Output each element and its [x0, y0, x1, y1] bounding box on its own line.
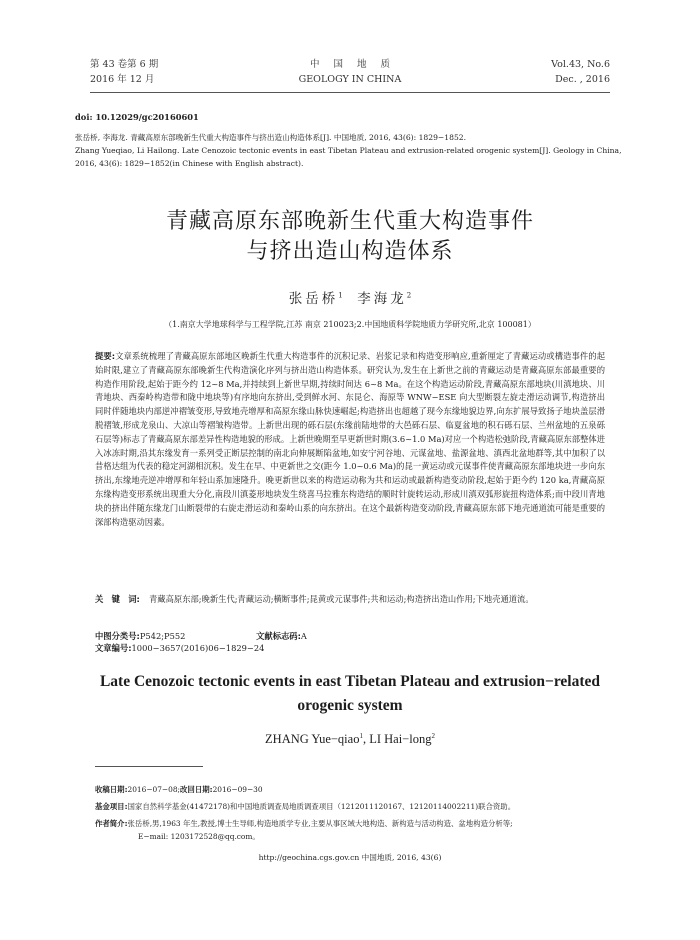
author-1-affil-mark: 1	[338, 291, 343, 300]
document-code	[256, 630, 341, 642]
clc-label: 中图分类号:	[95, 631, 140, 641]
abstract-label: 提要:	[95, 351, 116, 361]
doi[interactable]: doi: 10.12029/gc20160601	[75, 112, 199, 122]
classification-line	[95, 630, 605, 654]
citation	[75, 131, 625, 170]
clc-value: P542;P552	[139, 631, 186, 641]
author-2-en: LI Hai−long	[369, 732, 432, 747]
author-2-affil-mark: 2	[406, 291, 412, 300]
author-bio-value: 张岳桥,男,1963 年生,教授,博士生导师,构造地质学专业,主要从事区域大地构造、新构造与活动构造、盆地构造分析等;	[127, 819, 513, 828]
article-number-value: 1000−3657(2016)06−1829−24	[131, 643, 265, 653]
date-en: Dec. , 2016	[555, 74, 610, 85]
footnote-divider	[95, 766, 203, 767]
date-cn: 2016 年 12 月	[90, 74, 155, 85]
title-en	[0, 670, 700, 718]
title-en-line2: orogenic system	[297, 697, 403, 714]
footnote-author-bio	[95, 817, 605, 843]
authors-en	[0, 732, 700, 747]
footnote-dates	[95, 783, 605, 796]
title-cn-line2: 与挤出造山构造体系	[246, 239, 454, 264]
authors-cn	[0, 287, 700, 307]
author-bio-label: 作者简介:	[95, 819, 128, 828]
header-right	[551, 57, 610, 87]
fund-value: 国家自然科学基金(41472178)和中国地质调查局地质调查项目（1212011120167、12120114002211)联合资助。	[127, 802, 516, 811]
header-center	[90, 57, 610, 87]
revised-label: 改回日期:	[180, 785, 213, 794]
citation-en: Zhang Yueqiao, Li Hailong. Late Cenozoic tectonic events in east Tibetan Plateau and extrusion-related orogenic system[J]. Geology in China, 2016, 43(6): 1829−1852(in Chinese with English abstract).	[75, 146, 622, 168]
article-number	[95, 642, 298, 654]
title-cn-line1: 青藏高原东部晚新生代重大构造事件	[165, 209, 534, 234]
revised-value: 2016−09−30	[212, 785, 263, 794]
title-en-line1: Late Cenozoic tectonic events in east Tibetan Plateau and extrusion−related	[99, 673, 601, 690]
journal-name-cn: 中国地质	[309, 59, 404, 70]
keywords-text: 青藏高原东部;晚新生代;青藏运动;横断事件;昆黄或元谋事件;共和运动;构造挤出造山作用;下地壳通道流。	[149, 594, 534, 604]
document-code-label: 文献标志码:	[256, 631, 301, 641]
article-number-label: 文章编号:	[95, 643, 132, 653]
affiliation-cn: （1.南京大学地球科学与工程学院,江苏 南京 210023;2.中国地质科学院地质力学研究所,北京 100081）	[164, 320, 536, 329]
author-email[interactable]: E−mail: 1203172528@qq.com。	[138, 832, 260, 841]
citation-cn: 张岳桥, 李海龙. 青藏高原东部晚新生代重大构造事件与挤出造山构造体系[J]. 中国地质, 2016, 43(6): 1829−1852.	[75, 133, 467, 142]
clc-number	[95, 630, 219, 642]
journal-name-en: GEOLOGY IN CHINA	[298, 74, 402, 85]
author-2-cn: 李海龙	[357, 291, 407, 307]
abstract-cn	[95, 350, 605, 529]
keywords-label: 关 键 词:	[95, 594, 140, 604]
author-1-en-affil-mark: 1	[359, 732, 363, 740]
received-label: 收稿日期:	[95, 785, 128, 794]
author-1-en: ZHANG Yue−qiao	[265, 732, 360, 747]
author-separator: ,	[362, 732, 370, 747]
fund-label: 基金项目:	[95, 802, 128, 811]
author-2-en-affil-mark: 2	[431, 732, 435, 740]
journal-header	[90, 57, 610, 91]
volume-issue-cn: 第 43 卷第 6 期	[90, 59, 159, 70]
keywords-cn	[95, 593, 605, 607]
document-code-value: A	[300, 631, 307, 641]
abstract-text: 文章系统梳理了青藏高原东部地区晚新生代重大构造事件的沉积记录、岩浆记录和构造变形响应,重新厘定了青藏运动或構造事件的起始时限,建立了青藏高原东部晚新生代构造演化序列与挤出造山构造体系。研究认为,发生在上新世之前的青藏运动是青藏高原东部最重要的构造作用阶段,起始于距今约 12~8 Ma,并持续到上新世早期,持续时间达 6~8 Ma。在这个构造运动阶段,青藏高原东部地块(川滇地块、川青地块、西秦岭构造带和陇中地块等)有序地向东挤出,受到鲜水河、东昆仑、海原等 WNW−ESE 向大型断裂左旋走滑运动调节,构造挤出同时伴随地块内部逆冲褶皱变形,导致地壳增厚和高原东缘山脉快速崛起;构造挤出也超越了现今东缘地貌边界,向东扩展导致扬子地块盖层滑脱褶皱,形成龙泉山、大凉山等褶皱构造带。上新世出现的砾石层(东缘前陆地带的大邑砾石层、临夏盆地的积石砾石层、兰州盆地的五泉砾石层等)标志了青藏高原东部差异性构造地貌的形成。上新世晚期至早更新世时期(3.6~1.0 Ma)对应一个构造松弛阶段,青藏高原东部整体进入冰冻时期,沿其东缘发育一系列受正断层控制的南北向伸展断陷盆地,如安宁河谷地、元谋盆地、盐源盆地、滇西北盆地群等,其中加积了以昔格达组为代表的稳定河湖相沉积。发生在早、中更新世之交(距今 1.0~0.6 Ma)的昆一黄运动或元谋事件使青藏高原东部地块进一步向东挤出,东缘地壳逆冲增厚和年轻山系加速隆升。晚更新世以来的构造运动称为共和运动或最新构造变动阶段,起始于距今约 120 ka,青藏高原东缘构造变形系统出现重大分化,南段川滇菱形地块发生绕喜马拉雅东构造结的顺时针旋转运动,形成川滇双弧形旋扭构造体系;而中段川青地块的挤出伴随东缘龙门山断裂带的右旋走滑运动和秦岭山系的向东挤出。在这个最新构造变动阶段,青藏高原东部下地壳通道流可能是重要的深部构造驱动因素。	[95, 351, 605, 527]
page-footer[interactable]: http://geochina.cgs.gov.cn 中国地质, 2016, 43(6)	[258, 853, 442, 862]
received-value: 2016−07−08;	[127, 785, 181, 794]
title-cn	[0, 207, 700, 267]
author-1-cn: 张岳桥	[288, 291, 339, 307]
footnote-funding	[95, 800, 605, 813]
volume-issue-en: Vol.43, No.6	[551, 59, 610, 70]
header-divider	[90, 92, 610, 93]
